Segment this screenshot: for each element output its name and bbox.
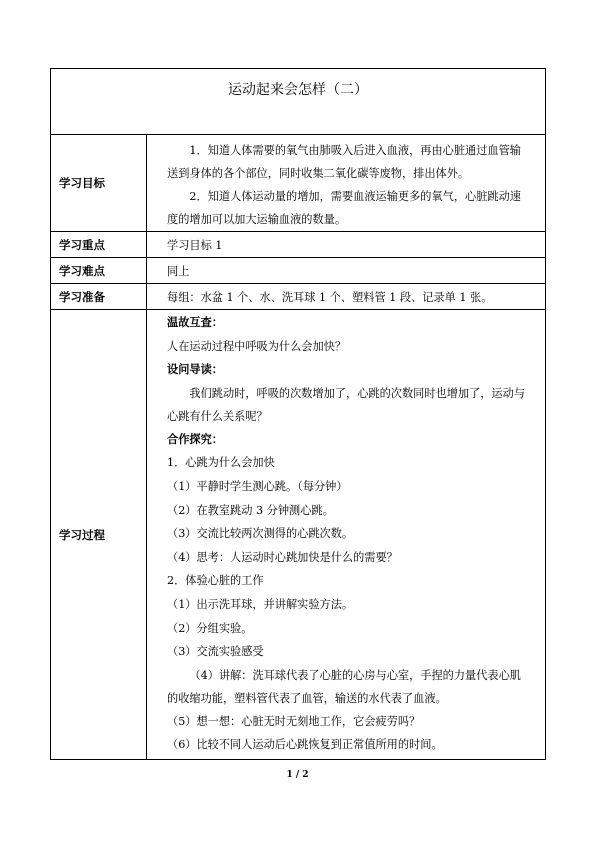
process-line: （1）平静时学生测心跳。（每分钟） bbox=[167, 479, 348, 493]
process-line: （6）比较不同人运动后心跳恢复到正常值所用的时间。 bbox=[167, 738, 443, 752]
process-line: （3）交流比较两次测得的心跳次数。 bbox=[167, 527, 354, 541]
prep-content bbox=[147, 284, 545, 309]
prep-row bbox=[51, 284, 545, 310]
page-title: 运动起来会怎样（二） bbox=[228, 82, 368, 98]
difficulty-row bbox=[51, 258, 545, 284]
difficulty-content bbox=[147, 258, 545, 283]
process-label: 学习过程 bbox=[51, 310, 147, 759]
goals-row bbox=[51, 135, 545, 232]
difficulty-text: 同上 bbox=[167, 264, 190, 278]
process-line: 1．心跳为什么会加快 bbox=[167, 456, 275, 470]
process-line: 人在运动过程中呼吸为什么会加快？ bbox=[167, 339, 347, 353]
section-heading: 合作探究： bbox=[167, 432, 223, 446]
goal-paragraph-2: 2．知道人体运动量的增加，需要血液运输更多的氧气，心脏跳动速度的增加可以加大运输血液的数量。 bbox=[167, 190, 521, 226]
focus-content bbox=[147, 232, 545, 257]
prep-text: 每组：水盆 1 个、水、洗耳球 1 个、塑料管 1 段、记录单 1 张。 bbox=[167, 290, 493, 304]
process-line: （2）分组实验。 bbox=[167, 621, 253, 635]
page-number: 1 / 2 bbox=[286, 770, 309, 780]
goals-label: 学习目标 bbox=[51, 135, 147, 231]
section-heading: 设问导读： bbox=[167, 363, 223, 377]
focus-label: 学习重点 bbox=[51, 232, 147, 257]
process-row bbox=[51, 310, 545, 759]
prep-label: 学习准备 bbox=[51, 284, 147, 309]
process-line: （2）在教室跳动 3 分钟测心跳。 bbox=[167, 503, 334, 517]
process-line: （4）思考：人运动时心跳加快是什么的需要？ bbox=[167, 550, 398, 564]
goal-paragraph-1: 1．知道人体需要的氧气由肺吸入后进入血液，再由心脏通过血管输送到身体的各个部位，同时收集二氧化碳等废物，排出体外。 bbox=[167, 144, 521, 180]
section-heading: 温故互查： bbox=[167, 316, 223, 329]
process-line: （5）想一想：心脏无时无刻地工作，它会疲劳吗？ bbox=[167, 714, 421, 728]
process-line: （3）交流实验感受 bbox=[167, 645, 264, 659]
focus-text: 学习目标 1 bbox=[167, 238, 223, 252]
process-line: 2．体验心脏的工作 bbox=[167, 574, 264, 588]
goals-content bbox=[147, 135, 545, 231]
process-line: 我们跳动时，呼吸的次数增加了，心跳的次数同时也增加了，运动与心跳有什么关系呢？ bbox=[167, 386, 526, 423]
process-line: （4）讲解：洗耳球代表了心脏的心房与心室，手捏的力量代表心肌的收缩功能，塑料管代表了血管，输送的水代表了血液。 bbox=[167, 668, 521, 705]
title-row bbox=[51, 69, 545, 135]
process-content bbox=[147, 310, 545, 759]
focus-row bbox=[51, 232, 545, 258]
process-line: （1）出示洗耳球，并讲解实验方法。 bbox=[167, 597, 354, 611]
difficulty-label: 学习难点 bbox=[51, 258, 147, 283]
lesson-table bbox=[50, 68, 546, 760]
